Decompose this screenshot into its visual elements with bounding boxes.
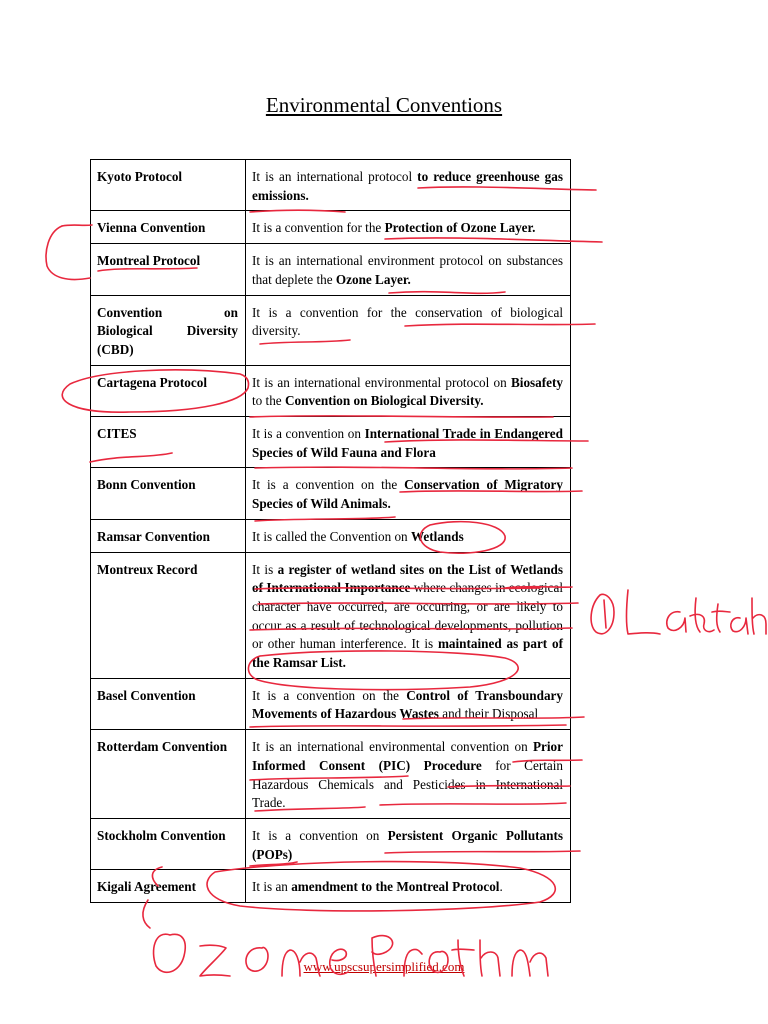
table-row: [91, 818, 571, 869]
table-row: [91, 678, 571, 729]
description-bold-text: International Trade in Endangered Species of Wild Fauna and Flora: [252, 426, 563, 460]
convention-name: Rotterdam Convention: [91, 730, 246, 819]
convention-name: Basel Convention: [91, 678, 246, 729]
table-row: [91, 211, 571, 244]
description-bold-text: amendment to the Montreal Protocol: [291, 879, 500, 895]
description-bold-text: Protection of Ozone Layer.: [384, 220, 536, 236]
description-text: .: [499, 879, 503, 895]
convention-description: [246, 211, 571, 244]
table-row: [91, 417, 571, 468]
description-text: where changes in ecological character have occurred, are occurring, or are likely to occur as a result of technological developments, pollution or other human interference. It is: [252, 580, 563, 652]
description-text: It is a convention on the: [252, 477, 405, 493]
convention-name: Ramsar Convention: [91, 519, 246, 552]
table-row: [91, 519, 571, 552]
convention-name: Bonn Convention: [91, 468, 246, 519]
table-row: [91, 295, 571, 365]
convention-name: Cartagena Protocol: [91, 365, 246, 416]
convention-description: [246, 295, 571, 365]
convention-description: [246, 468, 571, 519]
description-text: for Certain Hazardous Chemicals and Pesticides in International Trade.: [252, 757, 563, 811]
convention-description: [246, 244, 571, 295]
page-title: Environmental Conventions: [265, 93, 503, 117]
description-bold-text: maintained as part of the Ramsar List.: [252, 636, 563, 671]
description-bold-text: Biosafety: [510, 374, 563, 390]
description-text: It is a convention for the conservation of biological diversity.: [252, 304, 563, 339]
table-row: [91, 870, 571, 903]
convention-description: [246, 870, 571, 903]
convention-description: [246, 730, 571, 819]
table-row: [91, 244, 571, 295]
convention-description: [246, 365, 571, 416]
table-row: [91, 468, 571, 519]
description-text: It is an international environment protocol on substances that deplete the: [252, 253, 563, 287]
description-text: and their Disposal: [438, 706, 539, 722]
convention-name: Montreal Protocol: [91, 244, 246, 295]
description-text: It is an international environmental protocol on: [252, 374, 511, 390]
convention-description: [246, 678, 571, 729]
conventions-table: [90, 159, 571, 903]
convention-description: [246, 818, 571, 869]
convention-name: Vienna Convention: [91, 211, 246, 244]
description-text: It is an international environmental convention on: [252, 739, 533, 755]
description-bold-text: a register of wetland sites on the List of Wetlands of International Importance: [252, 561, 563, 596]
description-text: It is a convention on: [252, 827, 388, 843]
convention-name: Montreux Record: [91, 552, 246, 678]
margin-handwriting: [591, 590, 766, 634]
description-text: It is an: [252, 879, 292, 895]
description-bold-text: Control of Transboundary Movements of Hazardous Wastes: [252, 687, 563, 722]
description-text: to the: [252, 393, 285, 409]
description-text: It is an international protocol: [252, 169, 418, 184]
table-row: [91, 552, 571, 678]
description-text: It is a convention on the: [252, 687, 407, 703]
convention-name: Convention on Biological Diversity (CBD): [91, 295, 246, 365]
description-text: It is called the Convention on: [252, 528, 411, 544]
footer-website-link[interactable]: www.upscsupersimplified.com: [303, 959, 465, 974]
table-row: [91, 160, 571, 211]
description-bold-text: to reduce greenhouse gas emissions.: [252, 169, 563, 203]
description-text: It is a convention for the: [252, 220, 385, 236]
convention-name: Stockholm Convention: [91, 818, 246, 869]
convention-name: Kyoto Protocol: [91, 160, 246, 211]
table-row: [91, 730, 571, 819]
description-bold-text: Convention on Biological Diversity.: [284, 393, 484, 409]
convention-name: CITES: [91, 417, 246, 468]
description-bold-text: Prior Informed Consent (PIC) Procedure: [252, 739, 563, 773]
description-text: It is a convention on: [252, 426, 365, 442]
convention-description: [246, 519, 571, 552]
description-bold-text: Conservation of Migratory Species of Wild Animals.: [252, 477, 563, 512]
description-text: It is: [252, 561, 278, 577]
table-row: [91, 365, 571, 416]
convention-name: Kigali Agreement: [91, 870, 246, 903]
description-bold-text: Persistent Organic Pollutants (POPs): [252, 827, 563, 862]
convention-description: [246, 160, 571, 211]
convention-description: [246, 552, 571, 678]
description-bold-text: Ozone Layer.: [335, 271, 411, 287]
convention-description: [246, 417, 571, 468]
description-bold-text: Wetlands: [410, 528, 464, 544]
